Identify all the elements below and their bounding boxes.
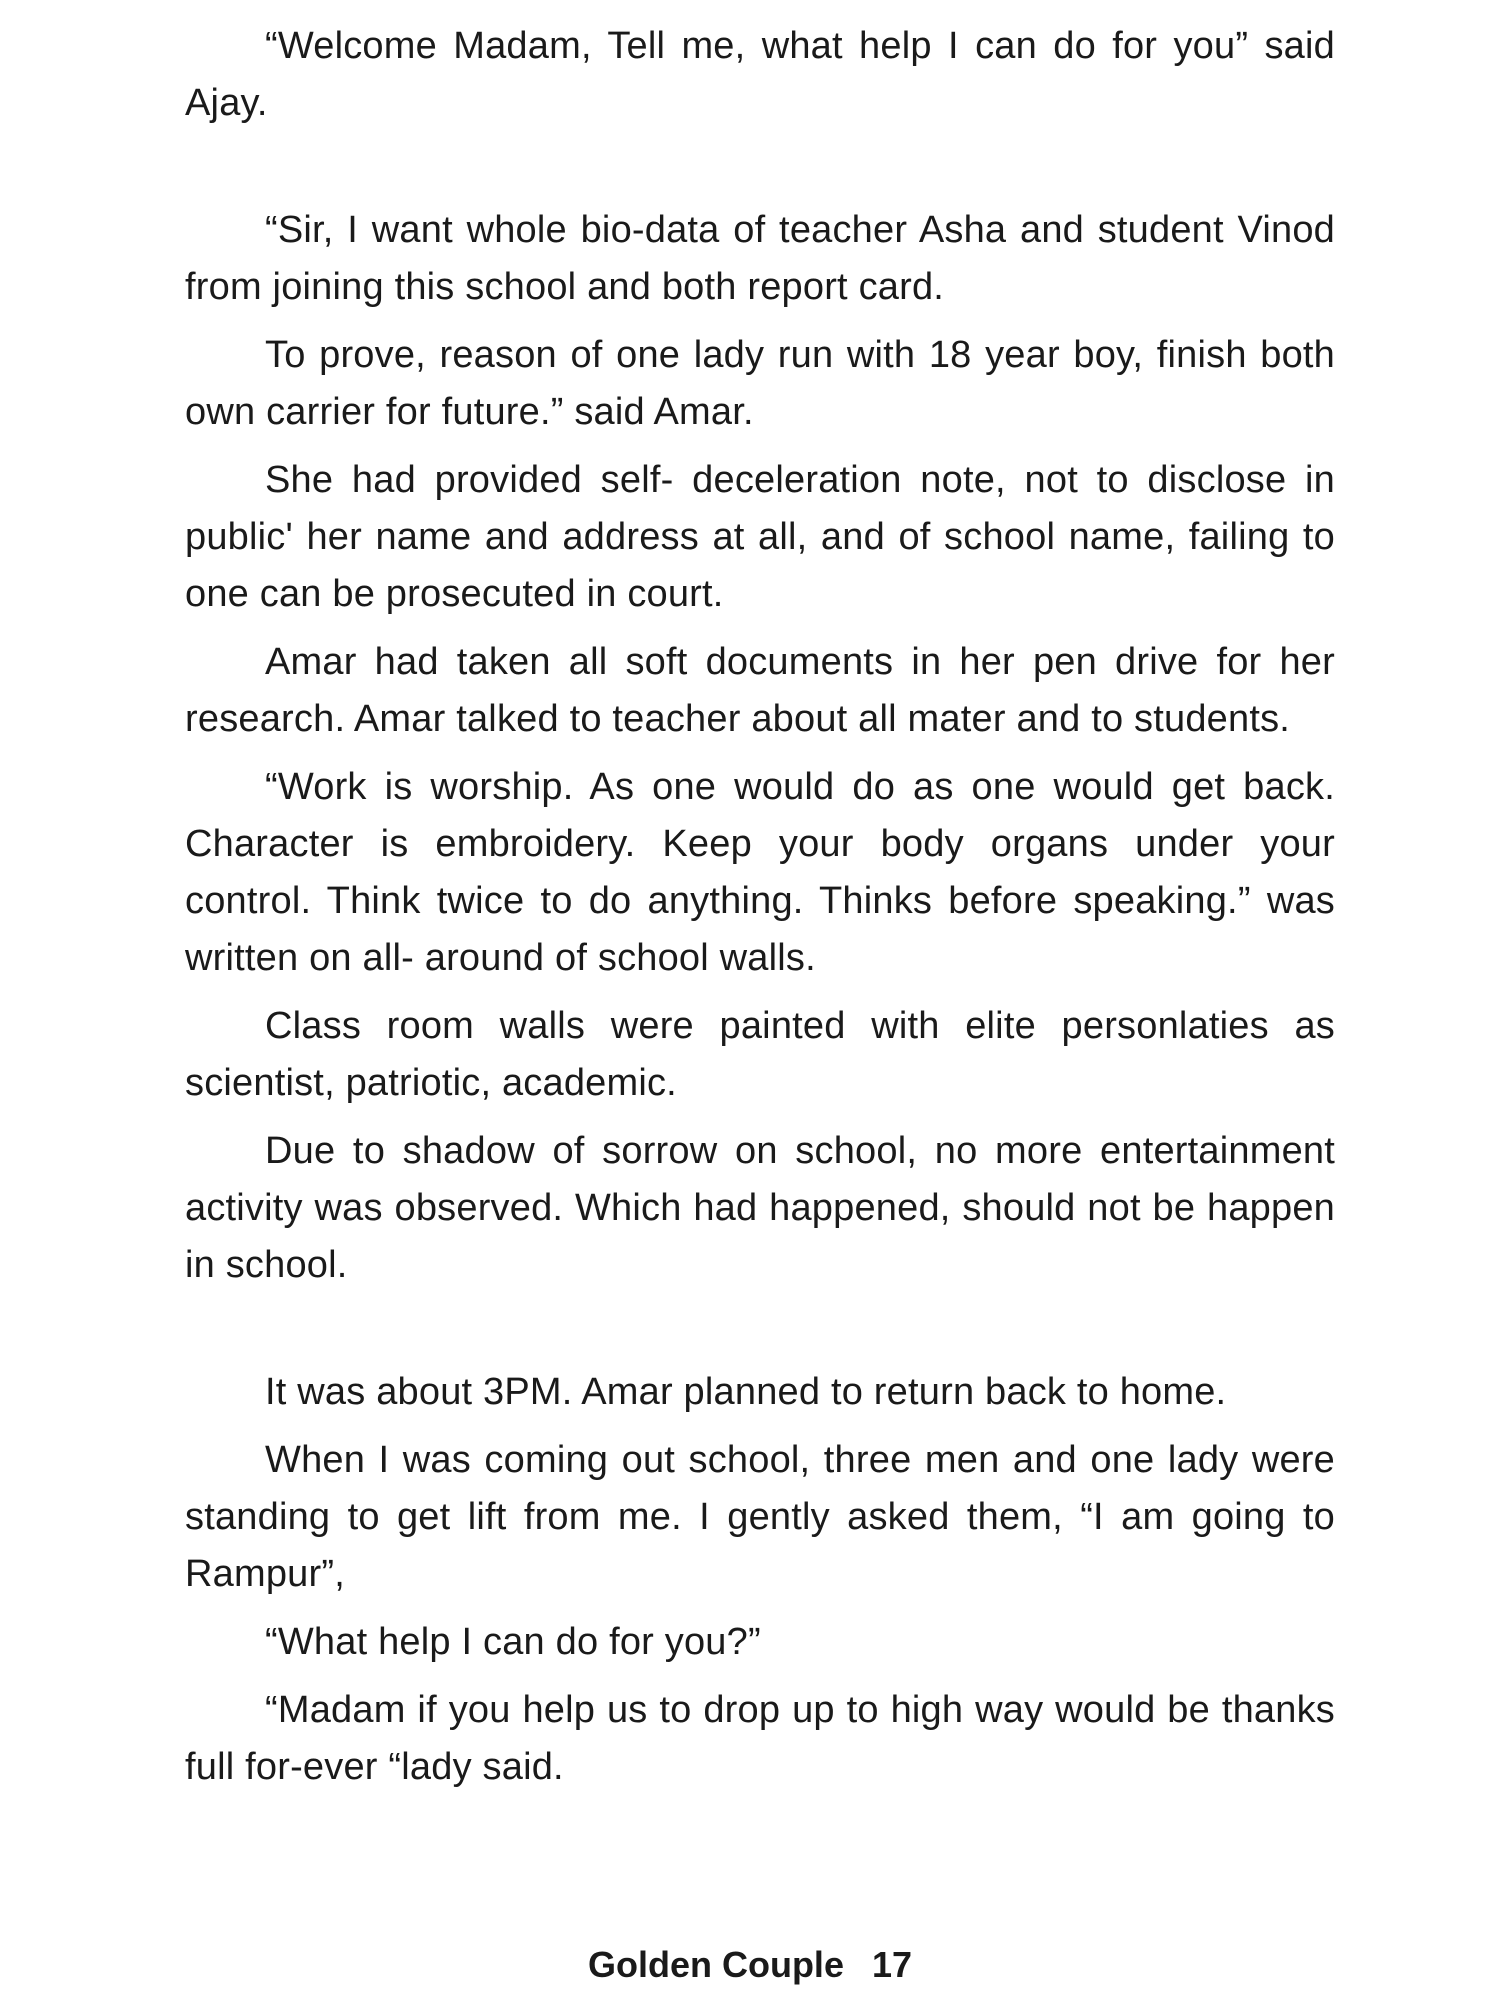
- paragraph-3pm: It was about 3PM. Amar planned to return back to home.: [265, 1371, 1227, 1413]
- page-footer: [0, 1943, 1500, 1987]
- paragraph-documents: Amar had taken all soft documents in her pen drive for her research. Amar talked to teacher about all mater and to students.: [185, 641, 1335, 740]
- paragraph-biodata-request: “Sir, I want whole bio-data of teacher Asha and student Vinod from joining this school and both report card.: [185, 209, 1335, 308]
- page-number: 17: [871, 1944, 913, 1985]
- paragraph-what-help: “What help I can do for you?”: [265, 1621, 761, 1663]
- body-text: [185, 18, 1335, 1796]
- paragraph-work-is-worship: “Work is worship. As one would do as one would get back. Character is embroidery. Keep your body organs under your control. Think twice to do anything. Thinks before speaking.” was written on all- around of school walls.: [185, 766, 1335, 979]
- paragraph-to-prove: To prove, reason of one lady run with 18 year boy, finish both own carrier for future.” said Amar.: [185, 334, 1335, 433]
- paragraph-coming-out: When I was coming out school, three men and one lady were standing to get lift from me. I gently asked them, “I am going to Rampur”,: [185, 1439, 1335, 1595]
- paragraph-classroom-walls: Class room walls were painted with elite personlaties as scientist, patriotic, academic.: [185, 1005, 1335, 1104]
- paragraph-lady-said: “Madam if you help us to drop up to high way would be thanks full for-ever “lady said.: [185, 1689, 1335, 1788]
- paragraph-shadow-of-sorrow: Due to shadow of sorrow on school, no more entertainment activity was observed. Which had happened, should not be happen in school.: [185, 1130, 1335, 1286]
- paragraph-self-declaration: She had provided self- deceleration note, not to disclose in public' her name and address at all, and of school name, failing to one can be prosecuted in court.: [185, 459, 1335, 615]
- paragraph-welcome: “Welcome Madam, Tell me, what help I can do for you” said Ajay.: [185, 25, 1335, 124]
- book-title: Golden Couple: [587, 1944, 844, 1985]
